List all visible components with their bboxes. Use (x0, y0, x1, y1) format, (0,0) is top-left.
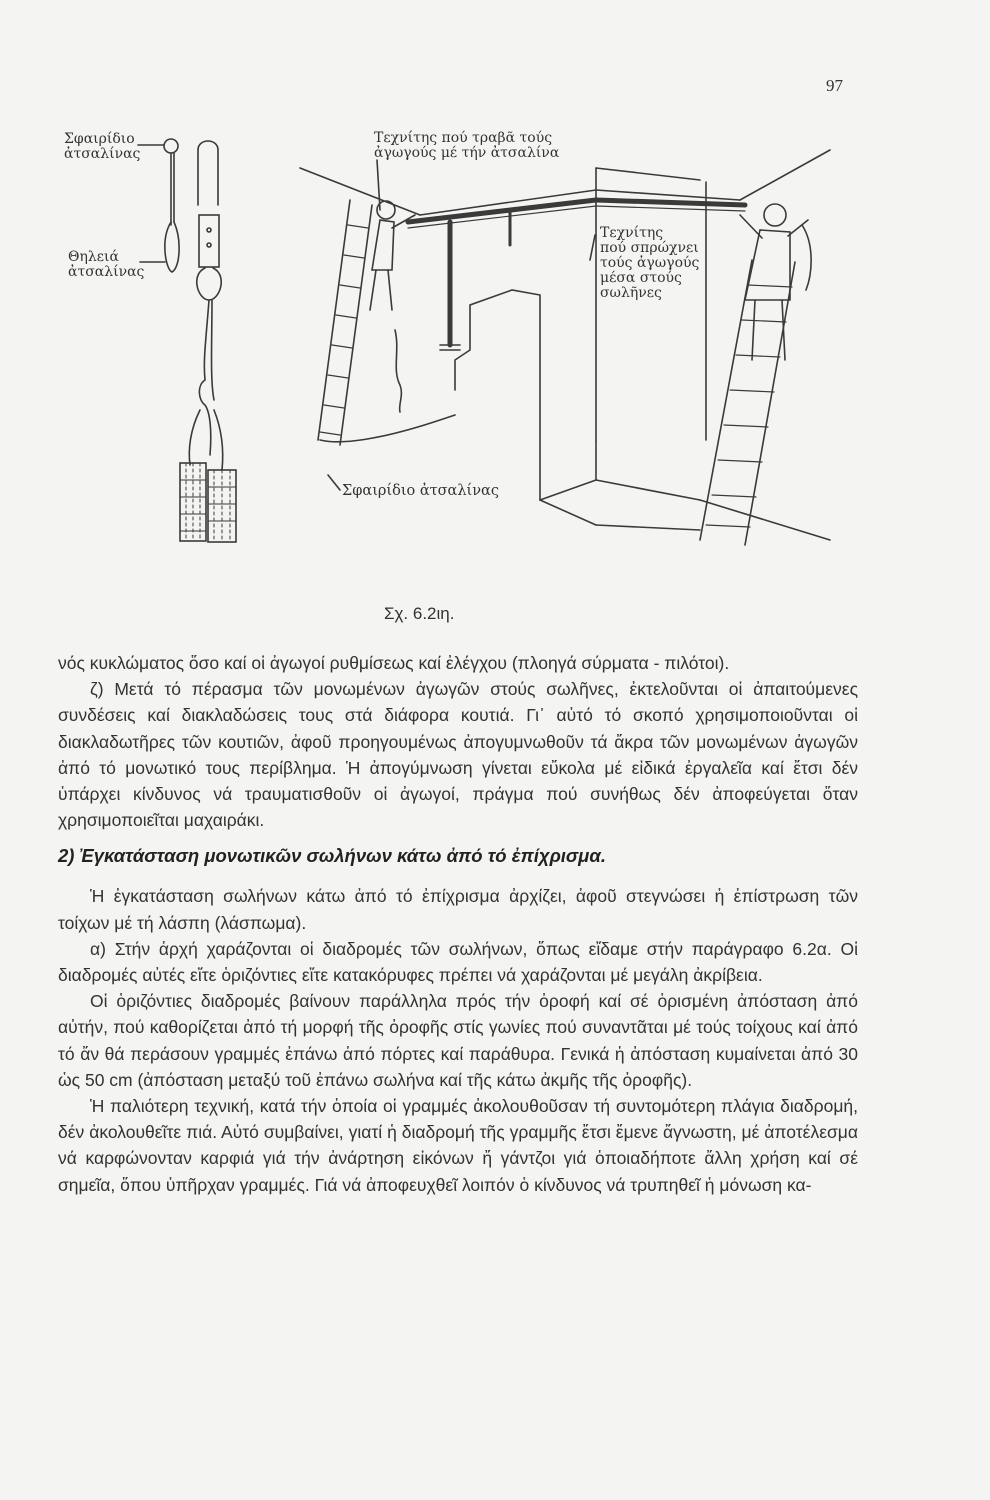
body-text (58, 650, 858, 1198)
label-line: Σφαιρίδιο (64, 131, 135, 147)
label-line: τούς ἀγωγούς (600, 255, 700, 271)
paragraph: Οἱ ὁριζόντιες διαδρομές βαίνουν παράλληλα πρός τήν ὀροφή καί σέ ὁρισμένη ἀπόσταση ἀπό αὐτήν, πού καθορίζεται ἀπό τή μορφή τῆς ὀροφῆς στίς γωνίες πού συναντᾶται μέ τούς τοίχους καί ἀπό τό ἄν θά περάσουν γραμμές ἐπάνω ἀπό πόρτες καί παράθυρα. Γενικά ἡ ἀπόσταση κυμαίνεται ἀπό 30 ὡς 50 cm (ἀπόσταση μεταξύ τοῦ ἐπάνω σωλήνα καί τῆς κάτω ἀκμῆς τῆς ὀροφῆς). (58, 991, 858, 1090)
wire-ball-detail (138, 139, 236, 542)
label-wire-ball (64, 132, 140, 162)
page-number: 97 (826, 76, 843, 95)
label-line: πού σπρώχνει (600, 240, 699, 256)
label-worker-pulling (374, 131, 559, 161)
label-line: ἀτσαλίνας (64, 146, 141, 162)
figure-caption: Σχ. 6.2ιη. (384, 604, 455, 623)
label-line: ἀγωγούς μέ τήν ἀτσαλίνα (374, 145, 560, 161)
figure-conduit-wiring (0, 0, 990, 640)
label-line: ἀτσαλίνας (68, 264, 145, 280)
paragraph: ζ) Μετά τό πέρασμα τῶν μονωμένων ἀγωγῶν στούς σωλῆνες, ἐκτελοῦνται οἱ ἀπαιτούμενες συνδέσεις καί διακλαδώσεις τους στά διάφορα κουτιά. Γι᾽ αὐτό τό σκοπό χρησιμοποιοῦνται οἱ διακλαδωτῆρες τῶν κουτιῶν, ἀφοῦ προηγουμένως ἀπογυμνωθοῦν τά ἄκρα τῶν μονωμένων ἀγωγῶν ἀπό τό μονωτικό τους περίβλημα. Ἡ ἀπογύμνωση γίνεται εὔκολα μέ εἰδικά ἐργαλεῖα καί ἔτσι δέν ὑπάρχει κίνδυνος νά τραυματισθοῦν οἱ ἀγωγοί, πράγμα πού συνήθως δέν ἀποφεύγεται ὅταν χρησιμοποιεῖται μαχαιράκι. (58, 679, 858, 831)
paragraph: α) Στήν ἀρχή χαράζονται οἱ διαδρομές τῶν σωλήνων, ὅπως εἴδαμε στήν παράγραφο 6.2α. Οἱ διαδρομές αὐτές εἴτε ὁριζόντιες εἴτε κατακόρυφες πρέπει νά χαράζονται μέ μεγάλη ἀκρίβεια. (58, 938, 858, 986)
label-line: Τεχνίτης (600, 225, 664, 241)
section-heading: 2) Ἐγκατάσταση μονωτικῶν σωλήνων κάτω ἀπό τό ἐπίχρισμα. (58, 845, 606, 867)
paragraph: νός κυκλώματος ὅσο καί οἱ ἀγωγοί ρυθμίσεως καί ἐλέγχου (πλοηγά σύρματα - πιλότοι). (58, 653, 730, 673)
paragraph: Ἡ παλιότερη τεχνική, κατά τήν ὁποία οἱ γραμμές ἀκολουθοῦσαν τή συντομότερη πλάγια διαδρομή, δέν ἀκολουθεῖτε πιά. Αὐτό συμβαίνει, γιατί ἡ διαδρομή τῆς γραμμῆς ἔτσι ἔμενε ἄγνωστη, μέ ἀποτέλεσμα νά καρφώνονταν καρφιά γιά τήν ἀνάρτηση εἰκόνων ἤ γάντζοι γιά ὁποιαδήποτε ἄλλη χρήση καί σέ σημεῖα, ὅπου ὑπῆρχαν γραμμές. Γιά νά ἀποφευχθεῖ λοιπόν ὁ κίνδυνος νά τρυπηθεῖ ἡ μόνωση κα- (58, 1096, 858, 1195)
label-wire-ball-bottom: Σφαιρίδιο ἀτσαλίνας (342, 483, 499, 499)
paragraph: Ἡ ἐγκατάσταση σωλήνων κάτω ἀπό τό ἐπίχρισμα ἀρχίζει, ἀφοῦ στεγνώσει ἡ ἐπίστρωση τῶν τοίχων μέ τή λάσπη (λάσπωμα). (58, 886, 858, 933)
label-line: μέσα στούς (600, 270, 682, 286)
label-wire-eye (68, 250, 144, 280)
label-line: Τεχνίτης πού τραβᾶ τούς (374, 130, 553, 146)
label-line: Θηλειά (68, 249, 119, 265)
label-line: σωλῆνες (600, 285, 662, 301)
figure-drawing (0, 0, 990, 640)
label-worker-pushing (598, 225, 701, 302)
